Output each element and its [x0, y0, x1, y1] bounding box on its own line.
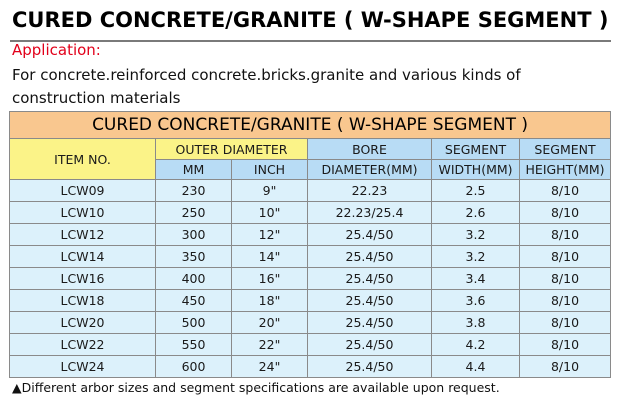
outer-mm-cell: 600 — [156, 356, 232, 378]
outer-inch-cell: 24" — [232, 356, 308, 378]
seg-width-cell: 3.8 — [432, 312, 520, 334]
outer-inch-cell: 20" — [232, 312, 308, 334]
seg-height-cell: 8/10 — [520, 356, 611, 378]
seg-height-cell: 8/10 — [520, 268, 611, 290]
table-row — [10, 312, 611, 334]
item-no-cell: LCW14 — [10, 246, 156, 268]
bore-cell: 25.4/50 — [308, 268, 432, 290]
outer-inch-cell: 10" — [232, 202, 308, 224]
header-inch: INCH — [232, 160, 308, 180]
header-seg-height-top: SEGMENT — [520, 139, 611, 160]
item-no-cell: LCW20 — [10, 312, 156, 334]
outer-inch-cell: 14" — [232, 246, 308, 268]
seg-width-cell: 2.5 — [432, 180, 520, 202]
item-no-cell: LCW16 — [10, 268, 156, 290]
outer-inch-cell: 12" — [232, 224, 308, 246]
outer-inch-cell: 9" — [232, 180, 308, 202]
item-no-cell: LCW12 — [10, 224, 156, 246]
seg-width-cell: 3.6 — [432, 290, 520, 312]
outer-inch-cell: 18" — [232, 290, 308, 312]
seg-height-cell: 8/10 — [520, 290, 611, 312]
outer-inch-cell: 22" — [232, 334, 308, 356]
bore-cell: 25.4/50 — [308, 290, 432, 312]
spec-table — [9, 111, 611, 378]
header-item-no: ITEM NO. — [10, 139, 156, 180]
bore-cell: 25.4/50 — [308, 312, 432, 334]
table-row — [10, 224, 611, 246]
table-row — [10, 334, 611, 356]
header-seg-width-bottom: WIDTH(MM) — [432, 160, 520, 180]
seg-width-cell: 4.2 — [432, 334, 520, 356]
bore-cell: 25.4/50 — [308, 224, 432, 246]
header-seg-width-top: SEGMENT — [432, 139, 520, 160]
triangle-icon: ▲ — [12, 380, 22, 395]
footnote — [12, 380, 500, 395]
seg-width-cell: 4.4 — [432, 356, 520, 378]
seg-height-cell: 8/10 — [520, 180, 611, 202]
header-mm: MM — [156, 160, 232, 180]
application-text: For concrete.reinforced concrete.bricks.granite and various kinds of construction materials — [12, 66, 521, 107]
seg-height-cell: 8/10 — [520, 334, 611, 356]
outer-mm-cell: 300 — [156, 224, 232, 246]
table-title: CURED CONCRETE/GRANITE ( W-SHAPE SEGMENT ) — [10, 112, 611, 139]
bore-cell: 22.23 — [308, 180, 432, 202]
seg-height-cell: 8/10 — [520, 224, 611, 246]
item-no-cell: LCW24 — [10, 356, 156, 378]
application-label: Application: — [12, 41, 101, 59]
header-seg-height-bottom: HEIGHT(MM) — [520, 160, 611, 180]
item-no-cell: LCW09 — [10, 180, 156, 202]
bore-cell: 25.4/50 — [308, 356, 432, 378]
outer-mm-cell: 350 — [156, 246, 232, 268]
outer-mm-cell: 550 — [156, 334, 232, 356]
footnote-text: Different arbor sizes and segment specifications are available upon request. — [21, 380, 500, 395]
table-title-row — [10, 112, 611, 139]
item-no-cell: LCW18 — [10, 290, 156, 312]
seg-width-cell: 3.4 — [432, 268, 520, 290]
seg-width-cell: 3.2 — [432, 224, 520, 246]
header-outer-diameter: OUTER DIAMETER — [156, 139, 308, 160]
outer-mm-cell: 230 — [156, 180, 232, 202]
table-row — [10, 356, 611, 378]
bore-cell: 22.23/25.4 — [308, 202, 432, 224]
seg-width-cell: 3.2 — [432, 246, 520, 268]
header-bore-top: BORE — [308, 139, 432, 160]
table-row — [10, 268, 611, 290]
outer-mm-cell: 250 — [156, 202, 232, 224]
seg-width-cell: 2.6 — [432, 202, 520, 224]
header-bore-bottom: DIAMETER(MM) — [308, 160, 432, 180]
seg-height-cell: 8/10 — [520, 202, 611, 224]
table-row — [10, 290, 611, 312]
bore-cell: 25.4/50 — [308, 246, 432, 268]
outer-mm-cell: 450 — [156, 290, 232, 312]
header-row-1 — [10, 139, 611, 160]
outer-mm-cell: 500 — [156, 312, 232, 334]
table-row — [10, 202, 611, 224]
item-no-cell: LCW10 — [10, 202, 156, 224]
page-title: CURED CONCRETE/GRANITE ( W-SHAPE SEGMENT ) — [12, 8, 609, 32]
table-row — [10, 180, 611, 202]
bore-cell: 25.4/50 — [308, 334, 432, 356]
seg-height-cell: 8/10 — [520, 246, 611, 268]
table-row — [10, 246, 611, 268]
seg-height-cell: 8/10 — [520, 312, 611, 334]
item-no-cell: LCW22 — [10, 334, 156, 356]
outer-mm-cell: 400 — [156, 268, 232, 290]
outer-inch-cell: 16" — [232, 268, 308, 290]
